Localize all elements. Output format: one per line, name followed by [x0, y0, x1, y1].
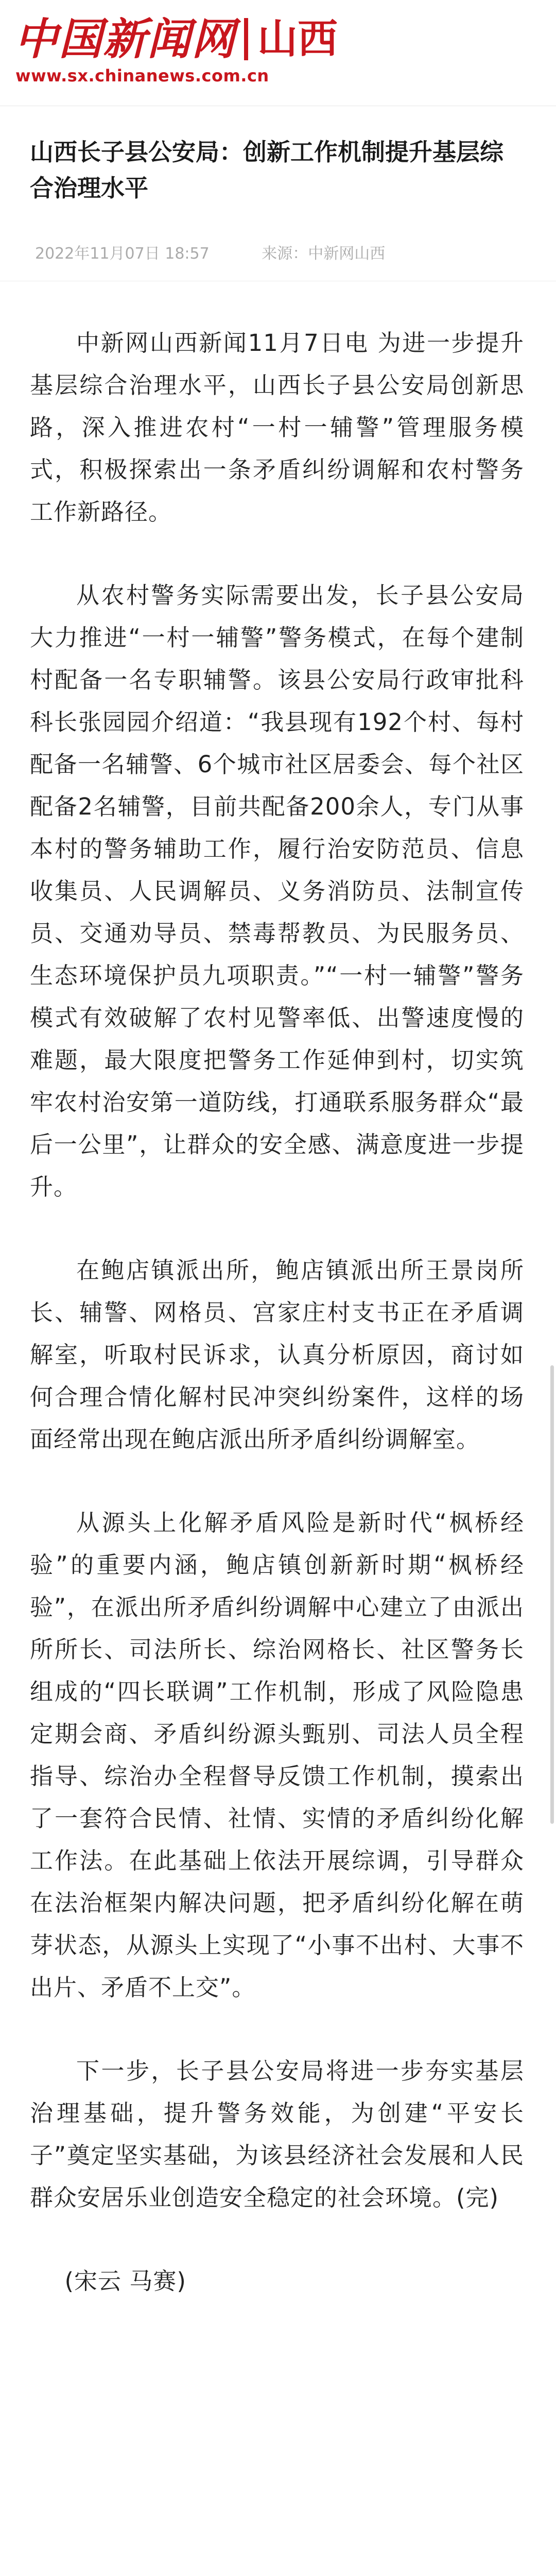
- paragraph: 在鲍店镇派出所，鲍店镇派出所王景岗所长、辅警、网格员、宫家庄村支书正在矛盾调解室，听取村民诉求，认真分析原因，商讨如何合理合情化解村民冲突纠纷案件，这样的场面经常出现在鲍店派出所矛盾纠纷调解室。: [30, 1257, 524, 1453]
- site-header: [0, 0, 556, 106]
- article-author: (宋云 马赛): [64, 2267, 186, 2295]
- paragraph: 从农村警务实际需要出发，长子县公安局大力推进“一村一辅警”警务模式，在每个建制村配备一名专职辅警。该县公安局行政审批科科长张园园介绍道：“我县现有192个村、每村配备一名辅警、6个城市社区居委会、每个社区配备2名辅警，目前共配备200余人，专门从事本村的警务辅助工作，履行治安防范员、信息收集员、人民调解员、义务消防员、法制宣传员、交通劝导员、禁毒帮教员、为民服务员、生态环境保护员九项职责。”“一村一辅警”警务模式有效破解了农村见警率低、出警速度慢的难题，最大限度把警务工作延伸到村，切实筑牢农村治安第一道防线，打通联系服务群众“最后一公里”，让群众的安全感、满意度进一步提升。: [30, 582, 524, 1200]
- article-meta: [35, 241, 385, 263]
- paragraph: 中新网山西新闻11月7日电 为进一步提升基层综合治理水平，山西长子县公安局创新思路，深入推进农村“一村一辅警”管理服务模式，积极探索出一条矛盾纠纷调解和农村警务工作新路径。: [30, 329, 524, 526]
- paragraph: 从源头上化解矛盾风险是新时代“枫桥经验”的重要内涵，鲍店镇创新新时期“枫桥经验”，在派出所矛盾纠纷调解中心建立了由派出所所长、司法所长、综治网格长、社区警务长组成的“四长联调”工作机制，形成了风险隐患定期会商、矛盾纠纷源头甄别、司法人员全程指导、综治办全程督导反馈工作机制，摸索出了一套符合民情、社情、实情的矛盾纠纷化解工作法。在此基础上依法开展综调，引导群众在法治框架内解决问题，把矛盾纠纷化解在萌芽状态，从源头上实现了“小事不出村、大事不出片、矛盾不上交”。: [30, 1509, 524, 2001]
- publish-date: 2022年11月07日 18:57: [35, 245, 210, 263]
- site-logo[interactable]: [14, 14, 338, 63]
- paragraph: 下一步，长子县公安局将进一步夯实基层治理基础，提升警务效能，为创建“平安长子”奠定坚实基础，为该县经济社会发展和人民群众安居乐业创造安全稳定的社会环境。(完): [30, 2057, 524, 2211]
- site-url[interactable]: www.sx.chinanews.com.cn: [15, 66, 269, 86]
- article-title: 山西长子县公安局：创新工作机制提升基层综合治理水平: [30, 138, 503, 202]
- article-body: [30, 322, 524, 2344]
- logo-text: 中国新闻网: [14, 13, 236, 64]
- logo-region: 山西: [257, 15, 338, 62]
- scrollbar[interactable]: [550, 1365, 554, 1824]
- article-source: 来源：中新网山西: [262, 245, 386, 263]
- logo-divider: [244, 18, 248, 60]
